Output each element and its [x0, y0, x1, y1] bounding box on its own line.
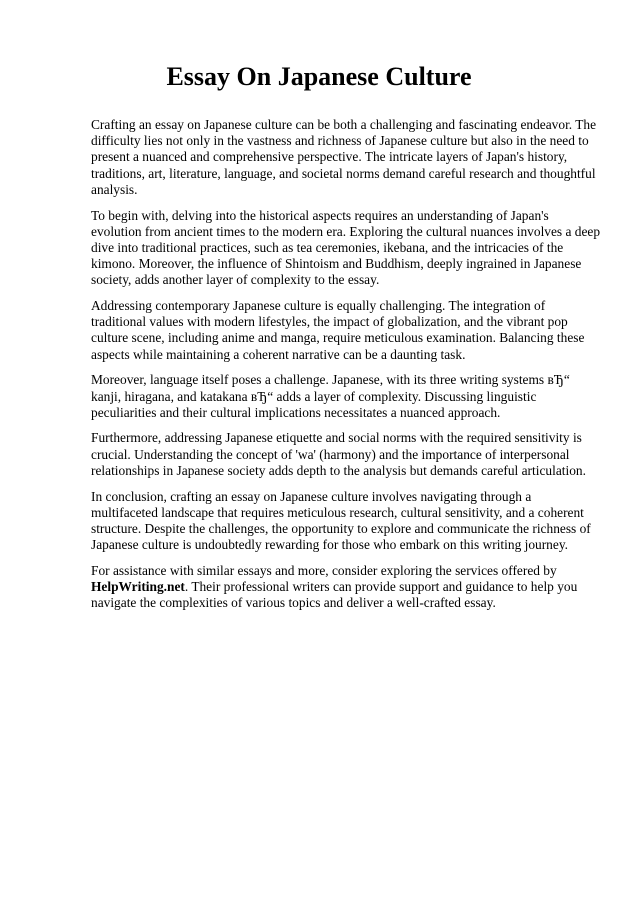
paragraph-etiquette: Furthermore, addressing Japanese etiquette and social norms with the required sensitivity is crucial. Understanding the concept of 'wa' (harmony) and the importance of interpersonal relationships in Japanese society adds depth to the analysis but demands careful articulation. [91, 430, 586, 478]
essay-body [91, 117, 601, 621]
closing-text-before: For assistance with similar essays and more, consider exploring the services offered by [91, 562, 557, 578]
paragraph-intro: Crafting an essay on Japanese culture can be both a challenging and fascinating endeavor. The difficulty lies not only in the vastness and richness of Japanese culture but also in the need to present a nuanced and comprehensive perspective. The intricate layers of Japan's history, traditions, art, literature, language, and societal norms demand careful research and thoughtful analysis. [91, 117, 597, 197]
paragraph-contemporary: Addressing contemporary Japanese culture is equally challenging. The integration of traditional values with modern lifestyles, the impact of globalization, and the vibrant pop culture scene, including anime and manga, require meticulous examination. Balancing these aspects while maintaining a coherent narrative can be a daunting task. [91, 298, 585, 362]
paragraph-closing [91, 563, 601, 612]
closing-text-after: . Their professional writers can provide support and guidance to help you navigate the complexities of various topics and deliver a well-crafted essay. [91, 579, 578, 611]
brand-name: HelpWriting.net [91, 579, 185, 595]
page-title: Essay On Japanese Culture [166, 62, 472, 91]
paragraph-history: To begin with, delving into the historical aspects requires an understanding of Japan's evolution from ancient times to the modern era. Exploring the cultural nuances involves a deep dive into traditional practices, such as tea ceremonies, ikebana, and the intricacies of the kimono. Moreover, the influence of Shintoism and Buddhism, deeply ingrained in Japanese society, adds another layer of complexity to the essay. [91, 207, 601, 288]
paragraph-language: Moreover, language itself poses a challenge. Japanese, with its three writing systems вЂ“ kanji, hiragana, and katakana вЂ“ adds a layer of complexity. Discussing linguistic peculiarities and their cultural implications necessitates a nuanced approach. [91, 372, 570, 420]
paragraph-conclusion: In conclusion, crafting an essay on Japanese culture involves navigating through a multifaceted landscape that requires meticulous research, cultural sensitivity, and a coherent structure. Despite the challenges, the opportunity to explore and communicate the richness of Japanese culture is undoubtedly rewarding for those who embark on this writing journey. [91, 488, 591, 553]
